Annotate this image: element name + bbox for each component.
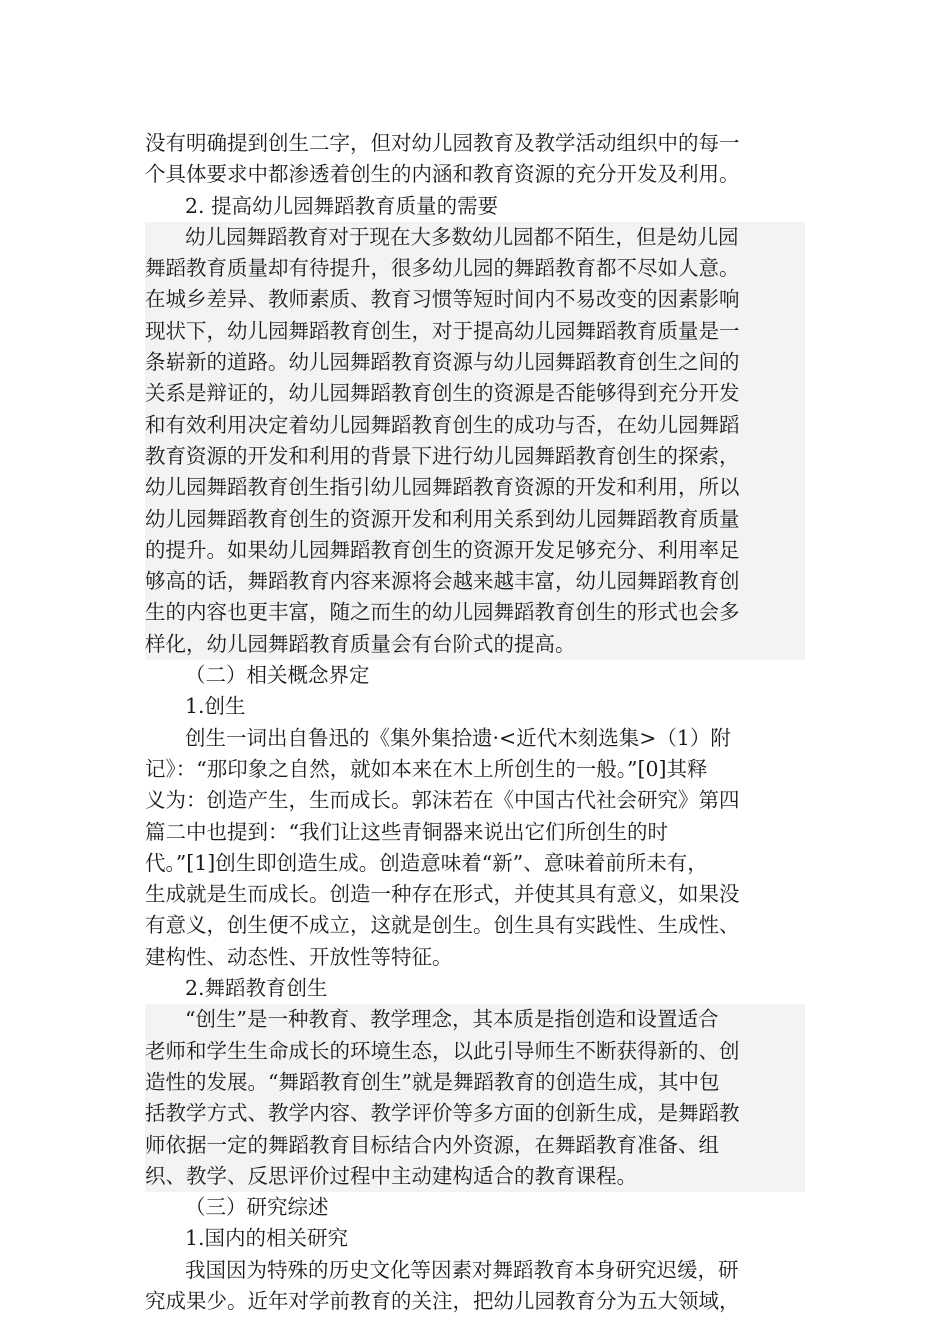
text-line: 生成就是生而成长。创造一种存在形式，并使其具有意义，如果没 xyxy=(145,882,740,907)
subsection-heading: 1.创生 xyxy=(185,694,246,719)
text-line: 义为：创造产生，生而成长。郭沫若在《中国古代社会研究》第四 xyxy=(145,788,740,813)
text-line: 老师和学生生命成长的环境生态，以此引导师生不断获得新的、创 xyxy=(145,1036,805,1067)
text-line: 我国因为特殊的历史文化等因素对舞蹈教育本身研究迟缓，研 xyxy=(185,1257,739,1282)
text-line: 幼儿园舞蹈教育创生指引幼儿园舞蹈教育资源的开发和利用，所以 xyxy=(145,472,805,503)
text-line: 条崭新的道路。幼儿园舞蹈教育资源与幼儿园舞蹈教育创生之间的 xyxy=(145,347,805,378)
text-line: 有意义，创生便不成立，这就是创生。创生具有实践性、生成性、 xyxy=(145,913,740,938)
text-line: 篇二中也提到：“我们让这些青铜器来说出它们所创生的时 xyxy=(145,819,668,844)
document-page xyxy=(145,128,805,1317)
text-line: 幼儿园舞蹈教育创生的资源开发和利用关系到幼儿园舞蹈教育质量 xyxy=(145,504,805,535)
section-heading: 2. 提高幼儿园舞蹈教育质量的需要 xyxy=(185,193,499,218)
text-line: 记》：“那印象之自然，就如本来在木上所创生的一般。”[0]其释 xyxy=(145,756,708,781)
text-line: 究成果少。近年对学前教育的关注，把幼儿园教育分为五大领域， xyxy=(145,1288,740,1313)
text-line: 舞蹈教育质量却有待提升，很多幼儿园的舞蹈教育都不尽如人意。 xyxy=(145,253,805,284)
text-line: 没有明确提到创生二字，但对幼儿园教育及教学活动组织中的每一 xyxy=(145,131,740,155)
text-line: 在城乡差异、教师素质、教育习惯等短时间内不易改变的因素影响 xyxy=(145,284,805,315)
text-line: 师依据一定的舞蹈教育目标结合内外资源，在舞蹈教育准备、组 xyxy=(145,1130,805,1161)
text-line: 的提升。如果幼儿园舞蹈教育创生的资源开发足够充分、利用率足 xyxy=(145,535,805,566)
text-line: 造性的发展。“舞蹈教育创生”就是舞蹈教育的创造生成，其中包 xyxy=(145,1067,805,1098)
text-line: 和有效利用决定着幼儿园舞蹈教育创生的成功与否，在幼儿园舞蹈 xyxy=(145,410,805,441)
text-line: 建构性、动态性、开放性等特征。 xyxy=(145,944,453,969)
text-line: 现状下，幼儿园舞蹈教育创生，对于提高幼儿园舞蹈教育质量是一 xyxy=(145,316,805,347)
subsection-heading: 1.国内的相关研究 xyxy=(185,1226,349,1251)
text-line: 教育资源的开发和利用的背景下进行幼儿园舞蹈教育创生的探索， xyxy=(145,441,805,472)
text-line: 创生一词出自鲁迅的《集外集拾遗·<近代木刻选集>（1）附 xyxy=(185,725,731,750)
text-line: 幼儿园舞蹈教育对于现在大多数幼儿园都不陌生，但是幼儿园 xyxy=(145,222,805,253)
text-line: 织、教学、反思评价过程中主动建构适合的教育课程。 xyxy=(145,1161,805,1192)
subsection-heading: 2.舞蹈教育创生 xyxy=(185,976,328,1001)
text-line: 生的内容也更丰富，随之而生的幼儿园舞蹈教育创生的形式也会多 xyxy=(145,597,805,628)
section-heading: （三）研究综述 xyxy=(185,1195,329,1220)
text-line: 代。”[1]创生即创造生成。创造意味着“新”、意味着前所未有， xyxy=(145,850,708,875)
text-line: 括教学方式、教学内容、教学评价等多方面的创新生成，是舞蹈教 xyxy=(145,1098,805,1129)
text-line: 够高的话，舞蹈教育内容来源将会越来越丰富，幼儿园舞蹈教育创 xyxy=(145,566,805,597)
text-line: “创生”是一种教育、教学理念，其本质是指创造和设置适合 xyxy=(145,1004,805,1035)
section-heading: （二）相关概念界定 xyxy=(185,663,370,688)
text-line: 个具体要求中都渗透着创生的内涵和教育资源的充分开发及利用。 xyxy=(145,162,740,187)
text-line: 关系是辩证的，幼儿园舞蹈教育创生的资源是否能够得到充分开发 xyxy=(145,378,805,409)
text-line: 样化，幼儿园舞蹈教育质量会有台阶式的提高。 xyxy=(145,629,805,660)
